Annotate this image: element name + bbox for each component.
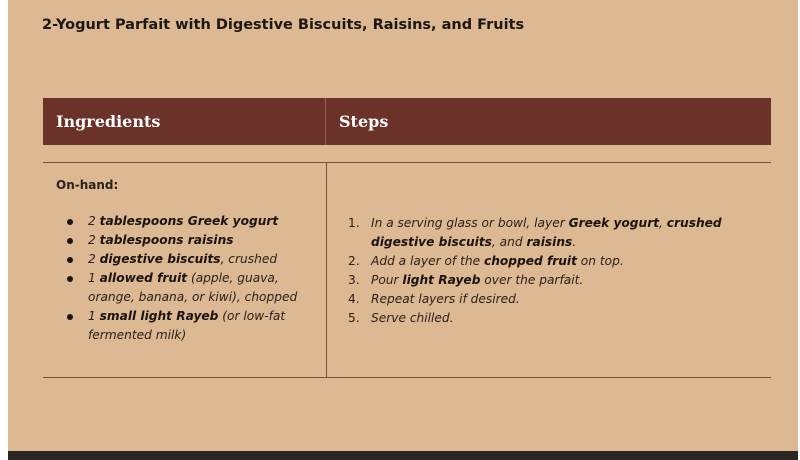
recipe-title: 2-Yogurt Parfait with Digestive Biscuits, Raisins, and Fruits <box>42 17 525 33</box>
ingredients-header: Ingredients <box>43 98 326 145</box>
bold-text: chopped fruit <box>483 254 577 268</box>
text-run: . <box>572 235 577 249</box>
text-run: 1 <box>88 309 100 323</box>
step-number: 2. <box>348 254 360 268</box>
text-run: Pour <box>371 273 403 287</box>
ingredient-item <box>56 250 318 269</box>
bold-text: small light Rayeb <box>99 309 219 323</box>
text-run: 1 <box>88 271 100 285</box>
text-run: , and <box>491 235 527 249</box>
ingredients-column <box>56 176 318 345</box>
column-divider <box>326 162 327 378</box>
ingredient-item <box>56 231 318 250</box>
text-run: on top. <box>576 254 624 268</box>
table-bottom-rule <box>43 377 771 378</box>
text-run: (or low-fat fermented milk) <box>88 309 286 342</box>
bottom-bar <box>8 451 798 460</box>
steps-header: Steps <box>339 112 389 131</box>
step-number: 4. <box>348 292 360 306</box>
step-number: 1. <box>348 216 360 230</box>
bold-text: tablespoons Greek yogurt <box>99 214 279 228</box>
step-item <box>348 214 758 252</box>
ingredient-item <box>56 212 318 231</box>
table-top-rule <box>43 162 771 163</box>
bold-text: digestive biscuits <box>99 252 221 266</box>
bold-text: allowed fruit <box>99 271 188 285</box>
text-run: (apple, guava, orange, banana, or kiwi), chopped <box>88 271 298 304</box>
ingredient-item <box>56 269 318 307</box>
step-number: 3. <box>348 273 360 287</box>
bold-text: raisins <box>526 235 573 249</box>
steps-list <box>348 214 758 328</box>
bold-text: light Rayeb <box>402 273 481 287</box>
text-run: In a serving glass or bowl, layer <box>371 216 569 230</box>
step-item <box>348 252 758 271</box>
bold-text: crushed digestive biscuits <box>371 216 722 249</box>
step-item <box>348 309 758 328</box>
text-run: 2 <box>88 252 100 266</box>
text-run: Add a layer of the <box>371 254 484 268</box>
table-header-row <box>43 98 771 145</box>
onhand-label: On-hand: <box>56 178 119 192</box>
text-run: Serve chilled. <box>371 311 454 325</box>
ingredients-list <box>56 212 318 345</box>
bold-text: tablespoons raisins <box>99 233 234 247</box>
text-run: 2 <box>88 233 100 247</box>
text-run: over the parfait. <box>480 273 584 287</box>
text-run: 2 <box>88 214 100 228</box>
steps-column <box>348 214 758 328</box>
text-run: , crushed <box>220 252 278 266</box>
document-page <box>8 0 798 451</box>
text-run: Repeat layers if desired. <box>371 292 520 306</box>
text-run: , <box>659 216 667 230</box>
step-item <box>348 290 758 309</box>
step-item <box>348 271 758 290</box>
ingredient-item <box>56 307 318 345</box>
bold-text: Greek yogurt <box>568 216 660 230</box>
step-number: 5. <box>348 311 360 325</box>
